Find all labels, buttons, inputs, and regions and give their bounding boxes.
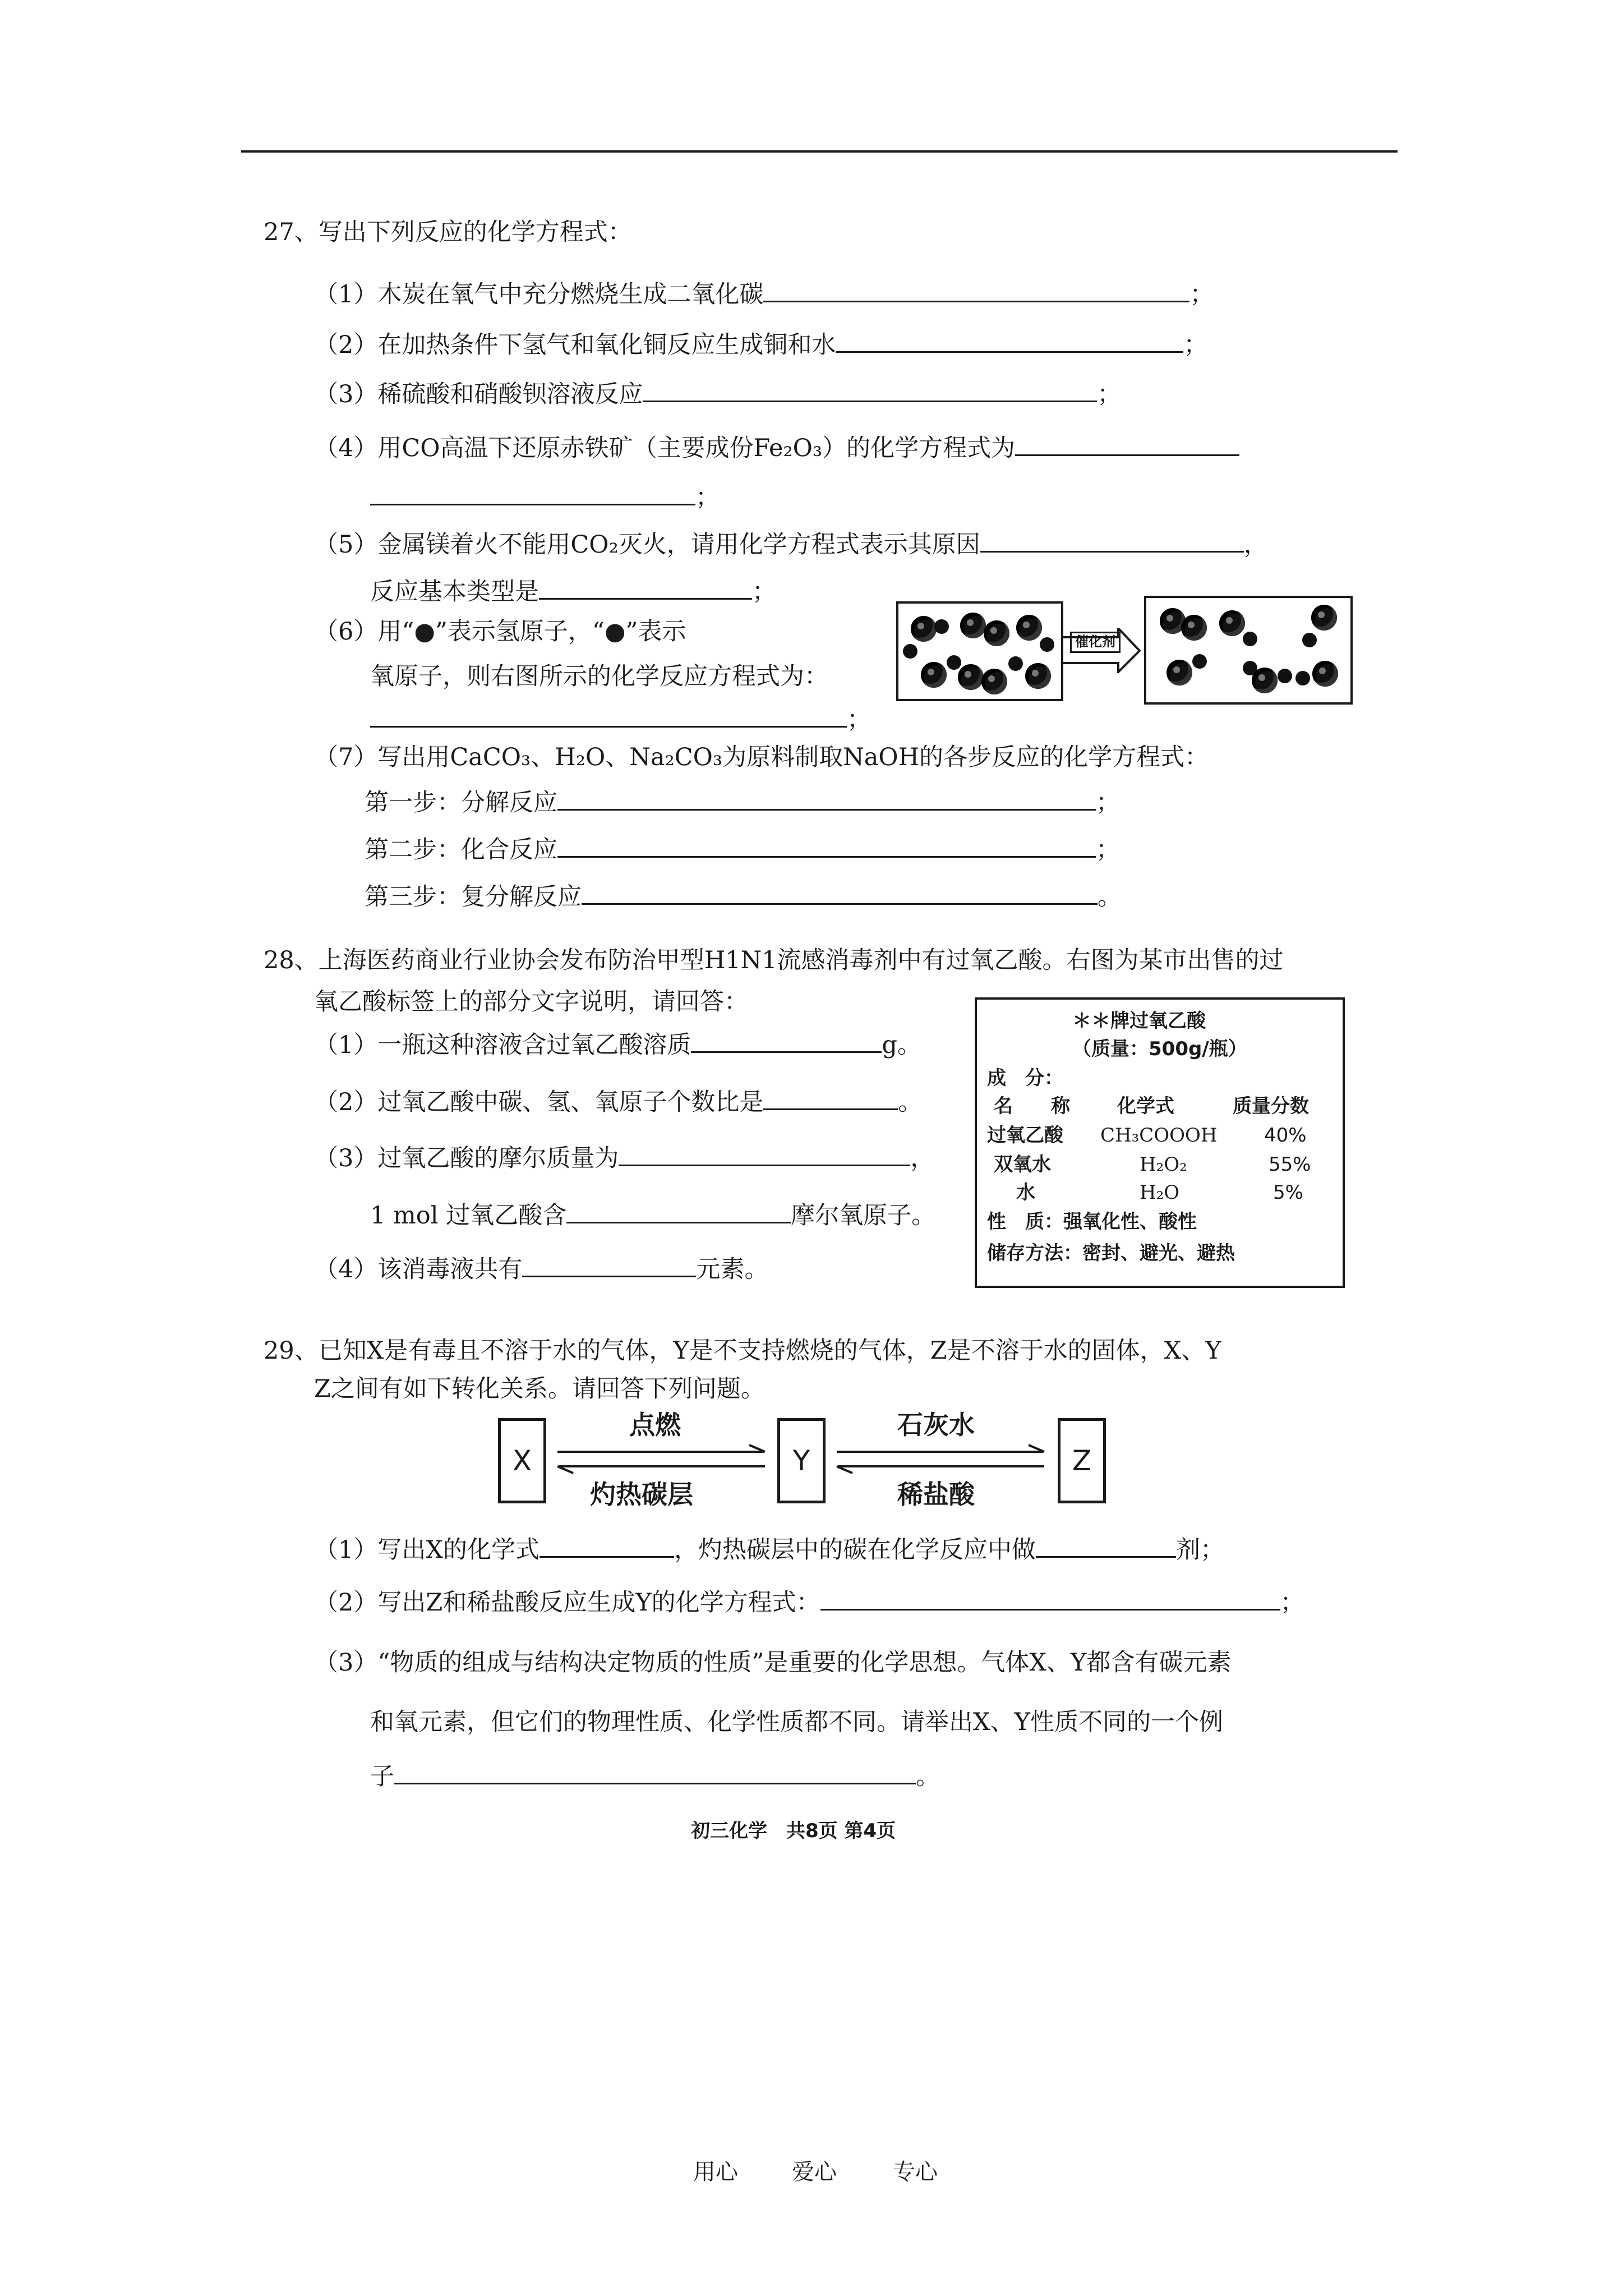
oxygen-atom	[1016, 615, 1042, 641]
oxygen-atom	[1311, 605, 1337, 631]
hydrogen-atom	[1040, 637, 1054, 652]
item-end: ；	[752, 578, 776, 606]
item-text: 过氧乙酸的摩尔质量为	[377, 1144, 619, 1172]
answer-blank[interactable]	[980, 527, 1244, 553]
item-text: 一瓶这种溶液含过氧乙酸溶质	[377, 1031, 691, 1059]
q27-title: 27、写出下列反应的化学方程式：	[264, 218, 632, 246]
answer-blank[interactable]	[820, 1585, 1280, 1611]
item-end: ；	[847, 706, 871, 734]
q27-item-7	[314, 740, 1209, 774]
answer-blank[interactable]	[691, 1028, 882, 1053]
q28-item-2	[314, 1085, 922, 1119]
arrow-label-ignite: 点燃	[629, 1410, 681, 1440]
item-end: ；	[695, 484, 720, 512]
item-end: g。	[882, 1031, 921, 1059]
page-footer: 初三化学 共8页 第4页	[691, 1820, 896, 1842]
q28-title-line2: 氧乙酸标签上的部分文字说明，请回答：	[314, 988, 748, 1016]
item-end: ；	[1183, 331, 1208, 359]
label-row-name: 过氧乙酸	[987, 1124, 1063, 1147]
q27-item-4-continued	[370, 480, 720, 514]
catalyst-label: 催化剂	[1070, 632, 1121, 653]
q29-item-3-line3	[370, 1759, 940, 1793]
label-row-fraction: 40%	[1264, 1124, 1307, 1147]
xy-equilibrium-arrow	[555, 1444, 768, 1474]
item-text: ，灼热碳层中的碳在化学反应中做	[674, 1536, 1036, 1564]
item-text: 氧原子，则右图所示的化学反应方程式为：	[370, 662, 828, 691]
item-end: ，	[1243, 531, 1268, 559]
motto-1: 用心	[693, 2159, 738, 2185]
label-row-formula: H₂O	[1140, 1181, 1180, 1204]
product-label	[975, 997, 1345, 1288]
label-header-formula: 化学式	[1117, 1095, 1174, 1117]
item-text: 1 mol 过氧乙酸含	[370, 1202, 567, 1230]
q27-step-1	[365, 785, 1120, 820]
q28-item-3-line2	[370, 1198, 935, 1232]
item-text: 木炭在氧气中充分燃烧生成二氧化碳	[377, 280, 764, 309]
label-row-name: 水	[1016, 1181, 1035, 1204]
item-number: （3）	[314, 1144, 378, 1172]
label-row-formula: H₂O₂	[1140, 1153, 1187, 1176]
q27-step-3	[365, 880, 1122, 914]
arrow-label-dilute-hcl: 稀盐酸	[897, 1479, 975, 1510]
item-number: （6）	[314, 618, 378, 646]
node-z: Z	[1058, 1418, 1106, 1503]
item-text: 过氧乙酸中碳、氢、氧原子个数比是	[377, 1088, 764, 1116]
reactants-box	[896, 601, 1063, 701]
q27-item-6	[314, 615, 686, 648]
label-property: 性 质：强氧化性、酸性	[987, 1211, 1197, 1233]
oxygen-atom	[1312, 661, 1338, 687]
answer-blank[interactable]	[394, 1759, 916, 1784]
oxygen-atom	[958, 664, 984, 690]
hydrogen-atom	[903, 644, 917, 659]
item-text: 用CO高温下还原赤铁矿（主要成份Fe₂O₃）的化学方程式为	[377, 434, 1016, 462]
item-end: ；	[1280, 1589, 1304, 1617]
step-text: 第二步：化合反应	[365, 836, 557, 864]
step-end: 。	[1098, 883, 1122, 911]
item-end: 。	[916, 1763, 940, 1791]
item-end: 摩尔氧原子。	[791, 1202, 936, 1230]
item-number: （2）	[314, 331, 378, 359]
answer-blank[interactable]	[643, 377, 1097, 402]
oxygen-atom	[1219, 610, 1245, 636]
hydrogen-atom	[947, 655, 961, 670]
answer-blank[interactable]	[540, 1533, 674, 1558]
q27-item-5-type	[370, 574, 776, 609]
item-text: 写出用CaCO₃、H₂O、Na₂CO₃为原料制取NaOH的各步反应的化学方程式：	[377, 743, 1209, 771]
oxygen-atom	[1166, 660, 1192, 685]
hydrogen-atom	[1302, 633, 1317, 647]
oxygen-atom	[921, 662, 947, 688]
answer-blank[interactable]	[566, 1198, 791, 1223]
answer-blank[interactable]	[539, 574, 752, 600]
motto-3: 专心	[893, 2159, 938, 2185]
answer-blank[interactable]	[1015, 431, 1239, 456]
label-mass: （质量：500g/瓶）	[1072, 1038, 1247, 1060]
item-number: （4）	[314, 1255, 378, 1283]
oxygen-atom	[911, 616, 937, 642]
q28-item-4	[314, 1252, 768, 1286]
label-brand: ＊＊牌过氧乙酸	[1072, 1010, 1206, 1032]
q27-item-6-line2	[370, 660, 828, 693]
hydrogen-atom	[934, 619, 949, 634]
step-text: 第一步：分解反应	[365, 789, 557, 817]
oxygen-atom	[981, 669, 1007, 694]
label-storage: 储存方法：密封、避光、避热	[987, 1242, 1235, 1264]
label-header-fraction: 质量分数	[1233, 1095, 1309, 1117]
q28-item-3	[314, 1141, 934, 1175]
q29-title-line1: 29、已知X是有毒且不溶于水的气体，Y是不支持燃烧的气体，Z是不溶于水的固体，X、Y	[264, 1337, 1221, 1365]
item-end: 剂；	[1175, 1536, 1224, 1564]
item-text: 子	[370, 1763, 394, 1791]
item-end: ；	[1097, 380, 1122, 408]
q29-item-3-line2: 和氧元素，但它们的物理性质、化学性质都不同。请举出X、Y性质不同的一个例	[370, 1708, 1223, 1736]
arrow-label-hot-carbon: 灼热碳层	[590, 1479, 693, 1510]
label-row-fraction: 5%	[1273, 1181, 1303, 1204]
arrow-label-limewater: 石灰水	[897, 1410, 975, 1440]
node-y: Y	[777, 1418, 826, 1503]
motto-2: 爱心	[792, 2159, 837, 2185]
answer-blank[interactable]	[763, 277, 1189, 302]
step-end: ；	[1096, 836, 1120, 864]
oxygen-atom	[960, 613, 986, 638]
item-number: （3）	[314, 380, 378, 408]
q28-title-line1: 28、上海医药商业行业协会发布防治甲型H1N1流感消毒剂中有过氧乙酸。右图为某市出售的过	[264, 946, 1284, 974]
oxygen-atom	[1252, 668, 1278, 693]
hydrogen-atom	[1243, 632, 1257, 646]
answer-blank[interactable]	[557, 832, 1096, 858]
q29-item-1	[314, 1533, 1224, 1567]
q27-item-4	[314, 431, 1239, 465]
q29-item-2	[314, 1585, 1304, 1619]
products-box	[1144, 596, 1353, 705]
answer-blank[interactable]	[370, 702, 847, 728]
answer-blank[interactable]	[763, 1085, 898, 1110]
item-number: （1）	[314, 1031, 378, 1059]
item-end: ；	[1189, 280, 1214, 309]
item-end: 。	[898, 1088, 923, 1116]
oxygen-atom	[1181, 615, 1207, 641]
item-text: （1）写出X的化学式	[314, 1536, 540, 1564]
q27-item-1	[314, 277, 1214, 311]
top-rule	[241, 150, 1398, 153]
item-text: 用“●”表示氢原子，“●”表示	[377, 618, 686, 646]
answer-blank[interactable]	[582, 880, 1098, 905]
label-row-formula: CH₃COOOH	[1100, 1124, 1218, 1147]
item-text: 该消毒液共有	[377, 1255, 523, 1283]
q29-item-3-line1: （3）“物质的组成与结构决定物质的性质”是重要的化学思想。气体X、Y都含有碳元素	[314, 1649, 1232, 1677]
label-row-name: 双氧水	[994, 1153, 1051, 1176]
q29-title-line2: Z之间有如下转化关系。请回答下列问题。	[314, 1375, 765, 1403]
label-header-name: 名 称	[994, 1095, 1070, 1117]
yz-equilibrium-arrow	[834, 1444, 1048, 1474]
q27-item-3	[314, 377, 1121, 411]
q28-item-1	[314, 1028, 921, 1062]
answer-blank[interactable]	[1036, 1533, 1176, 1558]
item-text: 金属镁着火不能用CO₂灭火，请用化学方程式表示其原因	[377, 531, 980, 559]
answer-blank[interactable]	[619, 1141, 910, 1166]
item-number: （1）	[314, 280, 378, 309]
label-composition: 成 分：	[987, 1067, 1063, 1089]
hydrogen-atom	[1192, 654, 1207, 669]
answer-blank[interactable]	[557, 785, 1096, 811]
step-end: ；	[1096, 789, 1120, 817]
item-text: （2）写出Z和稀盐酸反应生成Y的化学方程式：	[314, 1589, 820, 1617]
hydrogen-atom	[1278, 669, 1292, 683]
item-end: ，	[910, 1144, 935, 1172]
item-number: （7）	[314, 743, 378, 771]
oxygen-atom	[984, 620, 1009, 646]
item-number: （4）	[314, 434, 378, 462]
item-end: 元素。	[696, 1255, 769, 1283]
node-x: X	[498, 1418, 546, 1503]
label-row-fraction: 55%	[1269, 1153, 1311, 1176]
q27-item-5	[314, 527, 1268, 562]
q27-step-2	[365, 832, 1120, 867]
item-text: 反应基本类型是	[370, 578, 539, 606]
item-text: 稀硫酸和硝酸钡溶液反应	[377, 380, 643, 408]
q27-item-6-answer	[370, 702, 871, 737]
item-number: （2）	[314, 1088, 378, 1116]
hydrogen-atom	[1295, 671, 1310, 685]
oxygen-atom	[1025, 663, 1051, 689]
hydrogen-atom	[1008, 656, 1023, 671]
answer-blank[interactable]	[522, 1252, 696, 1277]
step-text: 第三步：复分解反应	[365, 883, 582, 911]
item-number: （5）	[314, 531, 378, 559]
answer-blank[interactable]	[370, 480, 695, 505]
item-text: 在加热条件下氢气和氧化铜反应生成铜和水	[377, 331, 836, 359]
answer-blank[interactable]	[836, 328, 1183, 353]
q27-item-2	[314, 328, 1207, 362]
